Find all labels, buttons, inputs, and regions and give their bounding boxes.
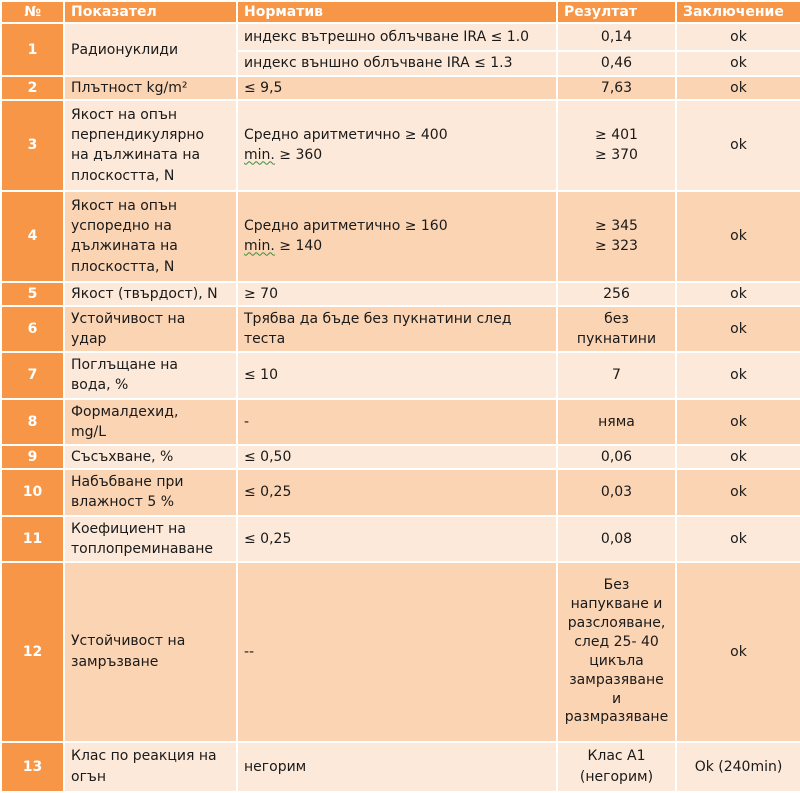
- row-indicator: Коефициент на топлопреминаване: [64, 516, 237, 562]
- table-row: [1, 191, 800, 282]
- row-norm: индекс външно облъчване IRA ≤ 1.3: [237, 51, 557, 76]
- row-norm: [237, 191, 557, 282]
- table-row: [1, 23, 800, 50]
- table-row: [1, 562, 800, 742]
- header-norm: Норматив: [237, 1, 557, 23]
- table-row: [1, 399, 800, 445]
- row-number: 2: [1, 76, 64, 100]
- row-norm: --: [237, 562, 557, 742]
- row-result: няма: [557, 399, 676, 445]
- row-result: 0,06: [557, 445, 676, 469]
- row-conclusion: ok: [676, 399, 800, 445]
- norm-min-label: min.: [244, 238, 275, 255]
- row-indicator: Поглъщане на вода, %: [64, 352, 237, 398]
- row-result: ≥ 345 ≥ 323: [557, 191, 676, 282]
- row-conclusion: ok: [676, 445, 800, 469]
- header-indicator: Показател: [64, 1, 237, 23]
- table-row: [1, 469, 800, 515]
- norm-min-value: ≥ 140: [274, 238, 323, 255]
- row-conclusion: ok: [676, 23, 800, 50]
- row-result: 256: [557, 282, 676, 306]
- row-norm: индекс вътрешно облъчване IRA ≤ 1.0: [237, 23, 557, 50]
- row-result: 0,03: [557, 469, 676, 515]
- table-row: [1, 282, 800, 306]
- row-number: 6: [1, 306, 64, 352]
- row-indicator: Якост на опън успоредно на дължината на плоскостта, N: [64, 191, 237, 282]
- norm-average: Средно аритметично ≥ 160: [244, 217, 448, 234]
- table-row: [1, 306, 800, 352]
- row-conclusion: ok: [676, 352, 800, 398]
- table-row: [1, 445, 800, 469]
- row-result: без пукнатини: [557, 306, 676, 352]
- table-row: [1, 516, 800, 562]
- row-indicator: Радионуклиди: [64, 23, 237, 75]
- table-row: [1, 742, 800, 792]
- row-norm: Трябва да бъде без пукнатини след теста: [237, 306, 557, 352]
- row-norm: ≤ 0,25: [237, 469, 557, 515]
- row-indicator: Формалдехид, mg/L: [64, 399, 237, 445]
- norm-min-value: ≥ 360: [274, 147, 323, 164]
- row-number: 7: [1, 352, 64, 398]
- header-num: №: [1, 1, 64, 23]
- row-norm: негорим: [237, 742, 557, 792]
- row-result: ≥ 401 ≥ 370: [557, 100, 676, 191]
- row-conclusion: ok: [676, 100, 800, 191]
- row-conclusion: ok: [676, 516, 800, 562]
- row-number: 11: [1, 516, 64, 562]
- row-norm: ≥ 70: [237, 282, 557, 306]
- row-indicator: Якост на опън перпендикулярно на дължината на плоскостта, N: [64, 100, 237, 191]
- table-row: [1, 76, 800, 100]
- table-row: [1, 100, 800, 191]
- row-indicator: Устойчивост на удар: [64, 306, 237, 352]
- row-norm: ≤ 0,25: [237, 516, 557, 562]
- row-result: 7: [557, 352, 676, 398]
- row-indicator: Якост (твърдост), N: [64, 282, 237, 306]
- row-conclusion: Ok (240min): [676, 742, 800, 792]
- row-number: 3: [1, 100, 64, 191]
- row-result: 0,14: [557, 23, 676, 50]
- row-indicator: Съсъхване, %: [64, 445, 237, 469]
- row-number: 10: [1, 469, 64, 515]
- row-norm: ≤ 10: [237, 352, 557, 398]
- row-norm: -: [237, 399, 557, 445]
- row-result: Клас А1 (негорим): [557, 742, 676, 792]
- row-conclusion: ok: [676, 282, 800, 306]
- row-indicator: Плътност kg/m²: [64, 76, 237, 100]
- row-number: 4: [1, 191, 64, 282]
- row-number: 12: [1, 562, 64, 742]
- row-result: Без напукване и разслояване, след 25- 40 цикъла замразяване и размразяване: [557, 562, 676, 742]
- row-conclusion: ok: [676, 191, 800, 282]
- row-number: 5: [1, 282, 64, 306]
- row-number: 13: [1, 742, 64, 792]
- row-result: 0,46: [557, 51, 676, 76]
- row-norm: [237, 100, 557, 191]
- row-conclusion: ok: [676, 306, 800, 352]
- table-row: [1, 352, 800, 398]
- norm-min-label: min.: [244, 147, 275, 164]
- row-result: 0,08: [557, 516, 676, 562]
- row-number: 9: [1, 445, 64, 469]
- row-indicator: Устойчивост на замръзване: [64, 562, 237, 742]
- row-number: 1: [1, 23, 64, 75]
- row-conclusion: ok: [676, 76, 800, 100]
- row-result: 7,63: [557, 76, 676, 100]
- header-conclusion: Заключение: [676, 1, 800, 23]
- row-norm: ≤ 9,5: [237, 76, 557, 100]
- row-number: 8: [1, 399, 64, 445]
- header-result: Резултат: [557, 1, 676, 23]
- row-conclusion: ok: [676, 562, 800, 742]
- norm-average: Средно аритметично ≥ 400: [244, 127, 448, 144]
- header-row: [1, 1, 800, 23]
- row-indicator: Клас по реакция на огън: [64, 742, 237, 792]
- row-indicator: Набъбване при влажност 5 %: [64, 469, 237, 515]
- row-norm: ≤ 0,50: [237, 445, 557, 469]
- row-conclusion: ok: [676, 469, 800, 515]
- row-conclusion: ok: [676, 51, 800, 76]
